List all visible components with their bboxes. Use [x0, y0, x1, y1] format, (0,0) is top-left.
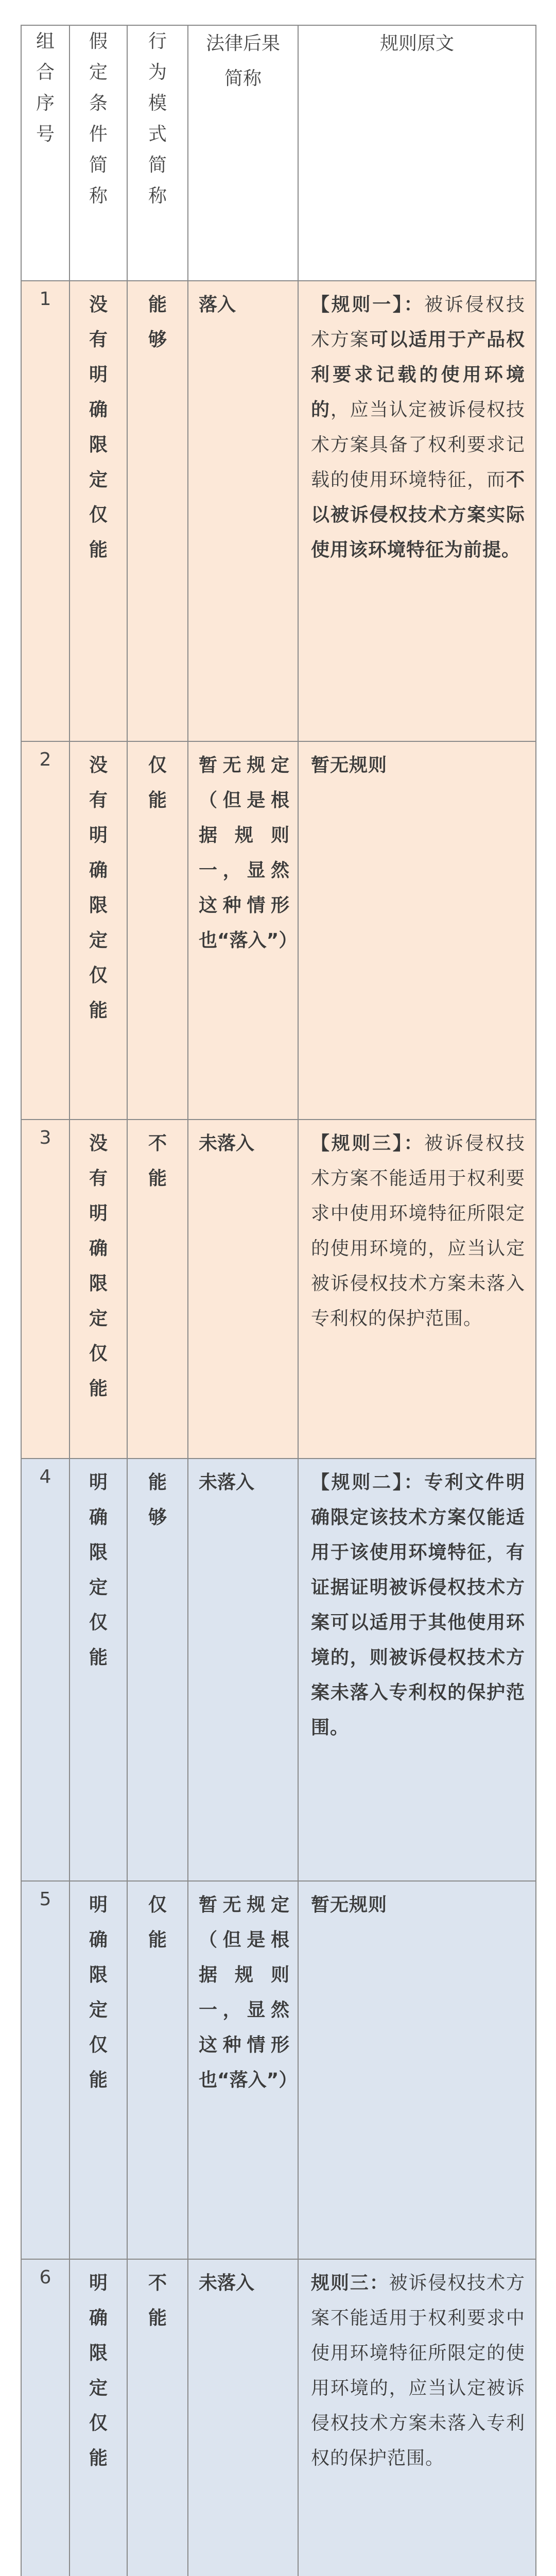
table-row — [21, 2259, 536, 2576]
row-condition: 明确限定仅能 — [70, 1459, 127, 1881]
row-condition: 没有明确限定仅能 — [70, 281, 127, 741]
row-rule-text — [298, 741, 536, 1120]
row-condition: 明确限定仅能 — [70, 2259, 127, 2576]
row-seq: 6 — [21, 2259, 70, 2576]
row-behavior: 仅能 — [127, 1881, 188, 2259]
row-rule-text — [298, 281, 536, 741]
row-seq: 4 — [21, 1459, 70, 1881]
header-behavior: 行为模式简称 — [127, 25, 188, 281]
header-rule-text: 规则原文 — [298, 25, 536, 281]
table-row — [21, 1120, 536, 1459]
row-seq: 5 — [21, 1881, 70, 2259]
row-result: 未落入 — [188, 1120, 298, 1459]
rule-text-segment: 【规则二】：专利文件明确限定该技术方案仅能适用于该使用环境特征，有证据证明被诉侵权技术方案可以适用于其他使用环境的，则被诉侵权技术方案未落入专利权的保护范围。 — [311, 1472, 525, 1738]
rule-text-segment: 被诉侵权技术方案 — [311, 294, 525, 350]
rule-text-segment: ，应当认定被诉侵权技术方案具备了权利要求记载的使用环境特征，而 — [311, 399, 525, 490]
rule-text-segment: 不以被诉侵权技术方案实际使用该环境特征为前提。 — [311, 469, 525, 561]
row-result: 未落入 — [188, 2259, 298, 2576]
row-result: 落入 — [188, 281, 298, 741]
row-seq: 2 — [21, 741, 70, 1120]
rule-text-segment: 【规则三】： — [311, 1133, 425, 1154]
header-row — [21, 25, 536, 281]
row-result: 暂无规定（但是根据规则一，显然这种情形也“落入”） — [188, 741, 298, 1120]
header-seq: 组合序号 — [21, 25, 70, 281]
row-behavior: 仅能 — [127, 741, 188, 1120]
table-row — [21, 741, 536, 1120]
row-condition: 没有明确限定仅能 — [70, 1120, 127, 1459]
rule-text-segment: 可以适用于产品权利要求记载的使用环境的 — [311, 329, 525, 420]
header-result-line2: 简称 — [224, 68, 262, 89]
row-rule-text — [298, 1459, 536, 1881]
row-result: 暂无规定（但是根据规则一，显然这种情形也“落入”） — [188, 1881, 298, 2259]
row-rule-text — [298, 1120, 536, 1459]
row-seq: 3 — [21, 1120, 70, 1459]
row-rule-text — [298, 1881, 536, 2259]
row-rule-text — [298, 2259, 536, 2576]
header-result — [188, 25, 298, 281]
row-behavior: 能够 — [127, 1459, 188, 1881]
row-behavior: 不能 — [127, 2259, 188, 2576]
row-condition: 明确限定仅能 — [70, 1881, 127, 2259]
row-result: 未落入 — [188, 1459, 298, 1881]
row-behavior: 不能 — [127, 1120, 188, 1459]
table-row — [21, 1881, 536, 2259]
table-row — [21, 1459, 536, 1881]
rule-text-segment: 暂无规则 — [311, 755, 388, 776]
header-condition: 假定条件简称 — [70, 25, 127, 281]
rule-text-segment: 暂无规则 — [311, 1894, 388, 1916]
row-behavior: 能够 — [127, 281, 188, 741]
row-seq: 1 — [21, 281, 70, 741]
header-result-line1: 法律后果 — [205, 33, 280, 54]
rule-text-segment: 被诉侵权技术方案不能适用于权利要求中使用环境特征所限定的使用环境的，应当认定被诉侵权技术方案未落入专利权的保护范围。 — [311, 2273, 525, 2469]
rule-text-segment: 被诉侵权技术方案不能适用于权利要求中使用环境特征所限定的使用环境的，应当认定被诉侵权技术方案未落入专利权的保护范围。 — [311, 1133, 525, 1329]
row-condition: 没有明确限定仅能 — [70, 741, 127, 1120]
table-row — [21, 281, 536, 741]
rule-text-segment: 【规则一】： — [311, 294, 425, 315]
rules-table — [21, 25, 536, 2576]
rule-text-segment: 规则三： — [311, 2273, 389, 2294]
